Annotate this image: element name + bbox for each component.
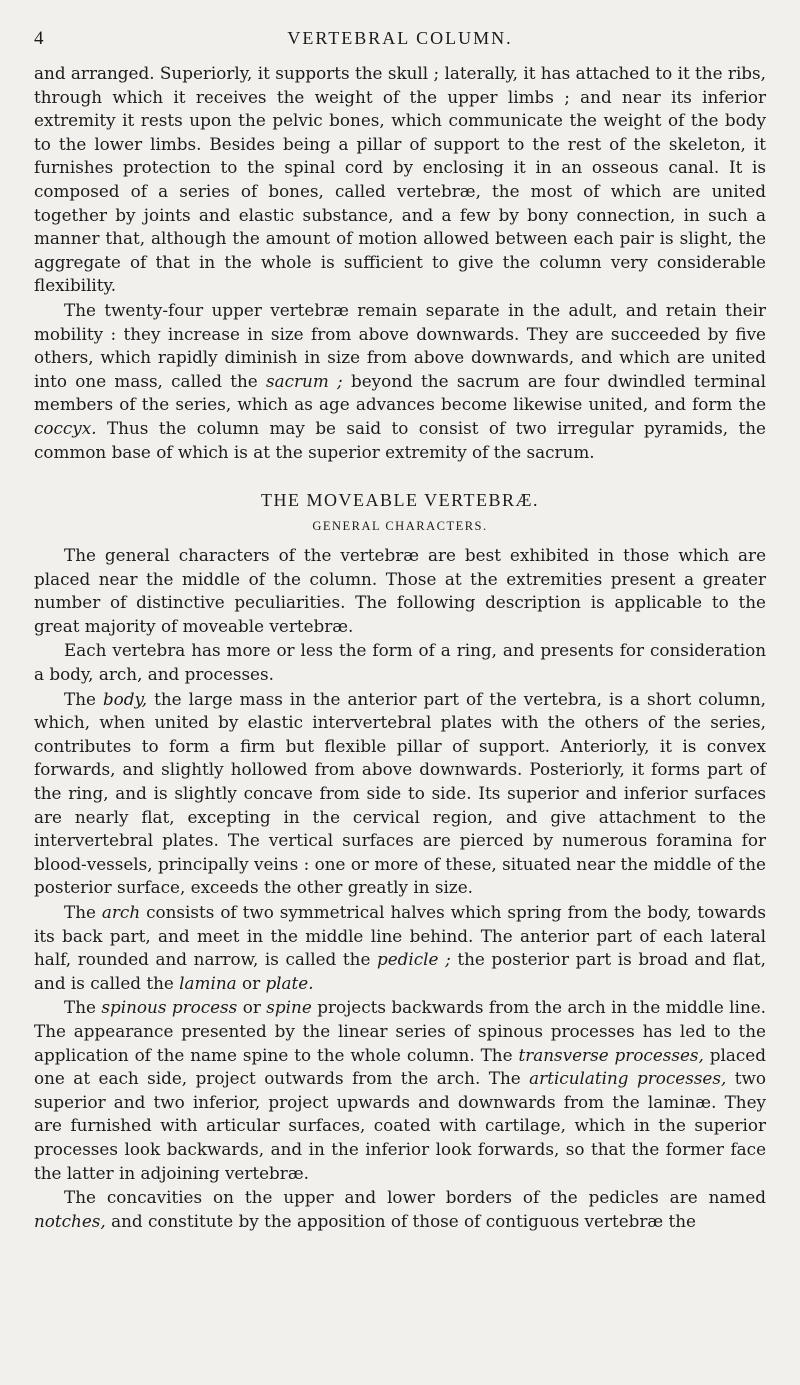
text-run: consists of two symmetrical halves which spring from the body, towards its back part, and meet in the middle line behind. The anterior part of each lateral half, rounded and narrow, is called the: [34, 902, 766, 970]
paragraph: [34, 544, 766, 638]
paragraph: [34, 688, 766, 900]
text-run: placed one at each side, project outwards from the arch. The: [34, 1044, 766, 1089]
text-run: or: [237, 997, 267, 1018]
sub-heading: GENERAL CHARACTERS.: [312, 519, 488, 534]
italic-term: plate.: [265, 972, 314, 993]
running-title: VERTEBRAL COLUMN.: [287, 28, 513, 48]
italic-term: spine: [266, 997, 312, 1018]
text-run: and constitute by the apposition of those of contiguous vertebræ the: [105, 1210, 696, 1231]
italic-term: spinous process: [101, 997, 238, 1018]
text-run: the large mass in the anterior part of the vertebra, is a short column, which, when united by elastic intervertebral plates with the others of the series, contributes to form a firm but flexible pillar of support. Anteriorly, it is convex forwards, and slightly hollowed from above downwards. Posteriorly, it forms part of the ring, and is slightly concave from side to side. Its superior and inferior surfaces are nearly flat, excepting in the cervical region, and give attachment to the intervertebral plates. The vertical surfaces are pierced by numerous foramina for blood-vessels, principally veins : one or more of these, situated near the middle of the posterior surface, exceeds the other greatly in size.: [34, 688, 766, 898]
intro-text: [34, 62, 766, 464]
text-run: Thus the column may be said to consist of two irregular pyramids, the common base of which is at the superior extremity of the sacrum.: [34, 417, 766, 462]
italic-term: transverse processes,: [518, 1044, 704, 1065]
paragraph: [34, 1186, 766, 1233]
text-run: Each vertebra has more or less the form of a ring, and presents for consideration a body, arch, and processes.: [34, 640, 766, 685]
paragraph: [34, 62, 766, 298]
italic-term: articulating processes,: [529, 1068, 727, 1089]
text-run: The concavities on the upper and lower borders of the pedicles are named: [64, 1187, 766, 1208]
text-run: and arranged. Superiorly, it supports the skull ; laterally, it has attached to it the ribs, through which it receives the weight of the upper limbs ; and near its inferior extremity it rests upon the pelvic bones, which communicate the weight of the body to the lower limbs. Besides being a pillar of support to the rest of the skeleton, it furnishes protection to the spinal cord by enclosing it in an osseous canal. It is composed of a series of bones, called vertebræ, the most of which are united together by joints and elastic substance, and a few by bony connection, in such a manner that, although the amount of motion allowed between each pair is slight, the aggregate of that in the whole is sufficient to give the column very considerable flexibility.: [34, 63, 766, 296]
italic-term: arch: [101, 902, 141, 922]
text-run: the posterior part is broad and flat, and is called the: [34, 949, 766, 993]
section-heading: THE MOVEABLE VERTEBRÆ.: [260, 490, 540, 511]
main-text: [34, 544, 766, 1233]
italic-term: pedicle ;: [376, 949, 451, 970]
italic-term: lamina: [179, 972, 237, 993]
italic-term: coccyx.: [34, 417, 97, 438]
paragraph: [34, 996, 766, 1185]
paragraph: [34, 901, 766, 995]
paragraph: [34, 299, 766, 464]
italic-term: sacrum ;: [266, 370, 343, 391]
text-run: The: [64, 997, 102, 1018]
page-number: 4: [34, 28, 44, 49]
paragraph: [34, 639, 766, 686]
running-head: [34, 28, 766, 62]
italic-term: body,: [102, 688, 148, 709]
text-run: projects backwards from the arch in the middle line. The appearance presented by the linear series of spinous processes has led to the application of the name spine to the whole column. The: [34, 997, 766, 1065]
text-run: The: [64, 902, 102, 922]
text-run: The general characters of the vertebræ are best exhibited in those which are placed near the middle of the column. Those at the extremities present a greater number of distinctive peculiarities. The following description is applicable to the great majority of moveable vertebræ.: [34, 545, 766, 636]
text-run: The twenty-four upper vertebræ remain separate in the adult, and retain their mobility : they increase in size from above downwards. They are succeeded by five others, which rapidly diminish in size from above downwards, and which are united into one mass, called the: [34, 299, 766, 391]
text-run: beyond the sacrum are four dwindled terminal members of the series, which as age advances become likewise united, and form the: [34, 370, 766, 415]
text-run: two superior and two inferior, project upwards and downwards from the laminæ. They are furnished with articular surfaces, coated with cartilage, which in the superior processes look backwards, and in the inferior look forwards, so that the former face the latter in adjoining vertebræ.: [34, 1068, 767, 1183]
text-run: The: [64, 688, 103, 709]
text-run: or: [236, 972, 266, 993]
italic-term: notches,: [34, 1210, 106, 1231]
